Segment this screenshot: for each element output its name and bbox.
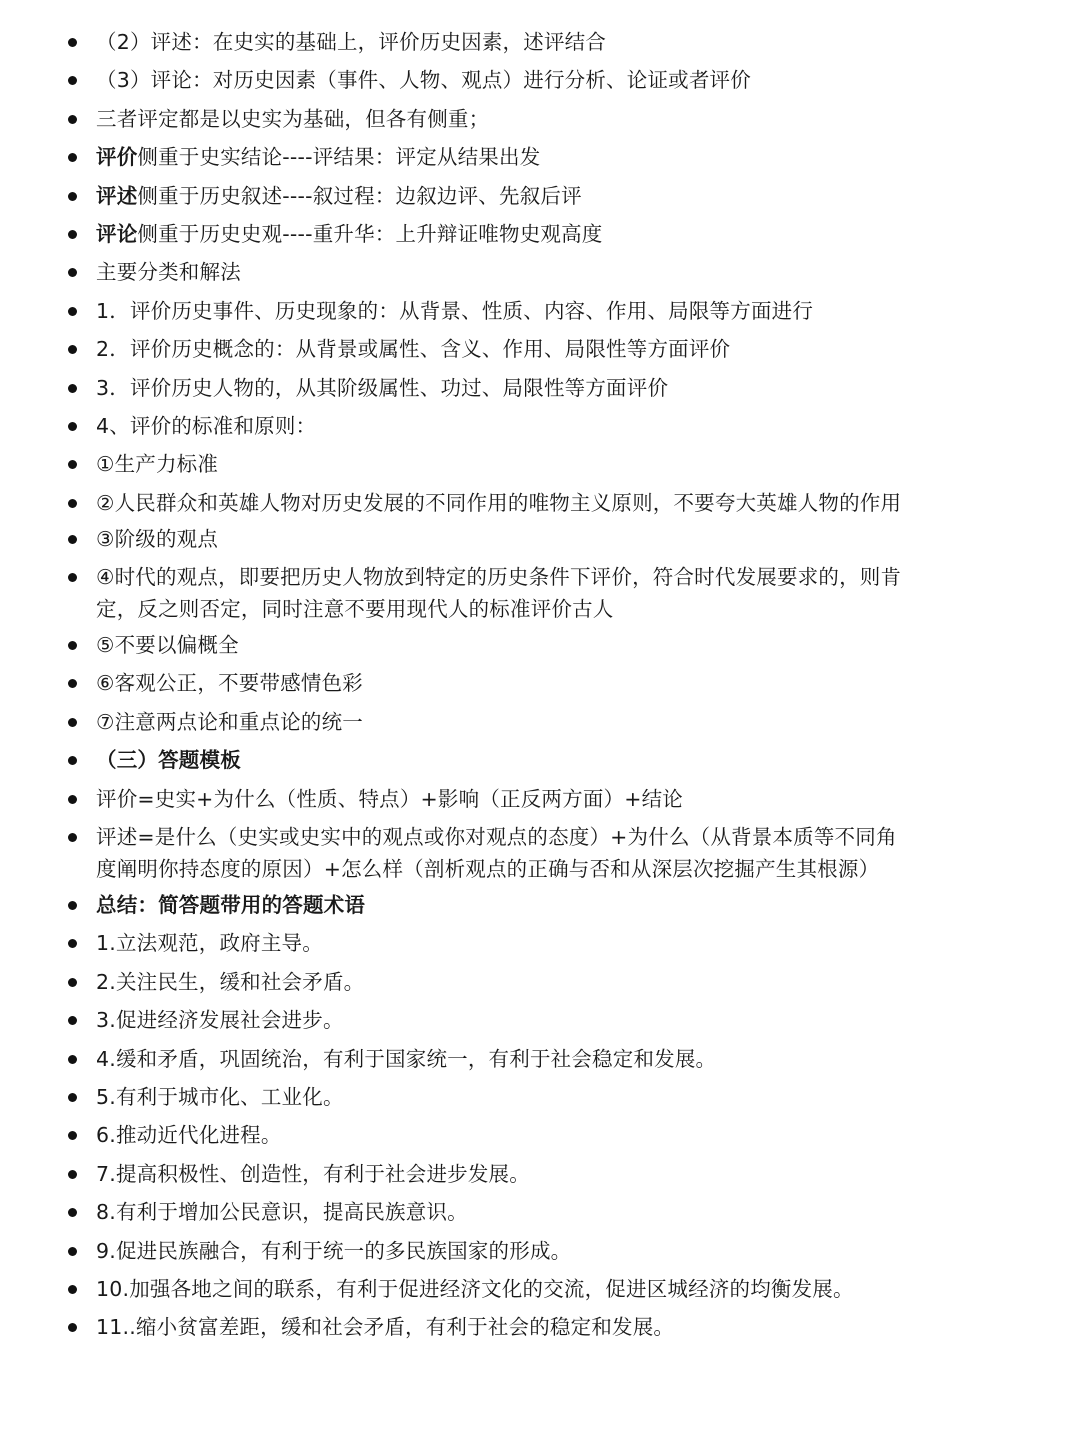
item-text: 11..缩小贫富差距，缓和社会矛盾，有利于社会的稳定和发展。 [96, 1315, 675, 1340]
list-item [0, 1235, 1080, 1267]
item-text: 6.推动近代化进程。 [96, 1123, 282, 1148]
bullet-icon [68, 1016, 77, 1025]
list-item [0, 1081, 1080, 1113]
list-item [0, 333, 1080, 365]
item-text: ②人民群众和英雄人物对历史发展的不同作用的唯物主义原则，不要夸大英雄人物的作用 [96, 490, 902, 515]
bullet-icon [68, 1247, 77, 1256]
list-item [0, 783, 1080, 815]
item-text: ⑦注意两点论和重点论的统一 [96, 709, 363, 734]
section-heading [0, 889, 1080, 921]
list-item [0, 26, 1080, 58]
item-text: ⑤不要以偏概全 [96, 633, 239, 658]
list-item [0, 1158, 1080, 1190]
bullet-icon [68, 1285, 77, 1294]
bullet-icon [68, 535, 77, 544]
list-item [0, 218, 1080, 250]
item-text: ①生产力标准 [96, 452, 219, 477]
bullet-icon [68, 345, 77, 354]
item-text: 10.加强各地之间的联系，有利于促进经济文化的交流，促进区城经济的均衡发展。 [96, 1276, 854, 1301]
bullet-icon [68, 153, 77, 162]
item-bold-term: 评述 [96, 183, 138, 208]
item-text: 3.促进经济发展社会进步。 [96, 1008, 344, 1033]
bullet-icon [68, 268, 77, 277]
list-item [0, 966, 1080, 998]
list-item [0, 1273, 1080, 1305]
bullet-icon [68, 1055, 77, 1064]
list-item [0, 1311, 1080, 1343]
list-item [0, 523, 1080, 555]
item-text: 评述=是什么（史实或史实中的观点或你对观点的态度）+为什么（从背景本质等不同角度阐明你持态度的原因）+怎么样（剖析观点的正确与否和从深层次挖掘产生其根源） [96, 825, 897, 882]
item-text: ④时代的观点，即要把历史人物放到特定的历史条件下评价，符合时代发展要求的，则肯定，反之则否定，同时注意不要用现代人的标准评价古人 [96, 565, 902, 622]
bullet-icon [68, 230, 77, 239]
bullet-icon [68, 115, 77, 124]
item-text: 评价=史实+为什么（性质、特点）+影响（正反两方面）+结论 [96, 786, 684, 811]
list-item [0, 372, 1080, 404]
item-text: （3）评论：对历史因素（事件、人物、观点）进行分析、论证或者评价 [96, 68, 751, 93]
item-text: 4.缓和矛盾，巩固统治，有利于国家统一，有利于社会稳定和发展。 [96, 1046, 717, 1071]
bullet-icon [68, 499, 77, 508]
item-text: 9.促进民族融合，有利于统一的多民族国家的形成。 [96, 1238, 572, 1263]
bullet-icon [68, 901, 77, 910]
item-text: （2）评述：在史实的基础上，评价历史因素，述评结合 [96, 30, 607, 54]
item-text: 三者评定都是以史实为基础，但各有侧重； [96, 106, 490, 131]
item-text: 2．评价历史概念的：从背景或属性、含义、作用、局限性等方面评价 [96, 337, 731, 362]
list-item [0, 1043, 1080, 1075]
section-heading [0, 744, 1080, 776]
item-text: 主要分类和解法 [96, 260, 241, 285]
item-bold-term: 评价 [96, 145, 138, 170]
list-item [0, 1004, 1080, 1036]
list-item [0, 448, 1080, 480]
item-text: 1.立法观范，政府主导。 [96, 931, 323, 956]
list-item [0, 1196, 1080, 1228]
item-text: 3．评价历史人物的，从其阶级属性、功过、局限性等方面评价 [96, 375, 669, 400]
list-item [0, 561, 1080, 625]
list-item [0, 1119, 1080, 1151]
item-text: 5.有利于城市化、工业化。 [96, 1084, 344, 1109]
list-item [0, 141, 1080, 173]
bullet-icon [68, 76, 77, 85]
list-item [0, 256, 1080, 288]
bullet-icon [68, 38, 77, 47]
bullet-icon [68, 307, 77, 316]
item-text: 1．评价历史事件、历史现象的：从背景、性质、内容、作用、局限等方面进行 [96, 298, 814, 323]
bullet-icon [68, 795, 77, 804]
bullet-icon [68, 1323, 77, 1332]
item-text: 2.关注民生，缓和社会矛盾。 [96, 969, 365, 994]
bullet-icon [68, 1208, 77, 1217]
bullet-icon [68, 1170, 77, 1179]
bullet-icon [68, 641, 77, 650]
item-text: 7.提高积极性、创造性，有利于社会进步发展。 [96, 1161, 530, 1186]
item-bold-term: 评论 [96, 221, 138, 246]
bullet-icon [68, 978, 77, 987]
list-item [0, 821, 1080, 885]
bullet-icon [68, 573, 77, 582]
bullet-icon [68, 833, 77, 842]
heading-text: （三）答题模板 [96, 748, 241, 773]
bullet-icon [68, 939, 77, 948]
list-item [0, 667, 1080, 699]
heading-text: 总结：简答题带用的答题术语 [96, 893, 366, 918]
list-item [0, 927, 1080, 959]
bullet-icon [68, 718, 77, 727]
bullet-icon [68, 460, 77, 469]
list-item [0, 295, 1080, 327]
item-text: 8.有利于增加公民意识，提高民族意识。 [96, 1200, 468, 1225]
item-text: ③阶级的观点 [96, 526, 219, 551]
bullet-icon [68, 422, 77, 431]
bullet-icon [68, 679, 77, 688]
bullet-icon [68, 1093, 77, 1102]
bullet-icon [68, 192, 77, 201]
list-item [0, 410, 1080, 442]
bullet-icon [68, 384, 77, 393]
list-item [0, 180, 1080, 212]
bullet-icon [68, 756, 77, 765]
item-text: ⑥客观公正，不要带感情色彩 [96, 671, 363, 696]
item-text: 侧重于历史史观----重升华：上升辩证唯物史观高度 [137, 221, 603, 246]
list-item [0, 629, 1080, 661]
list-item [0, 64, 1080, 96]
list-item [0, 706, 1080, 738]
bullet-icon [68, 1131, 77, 1140]
list-item [0, 103, 1080, 135]
item-text: 侧重于历史叙述----叙过程：边叙边评、先叙后评 [137, 183, 582, 208]
item-text: 侧重于史实结论----评结果：评定从结果出发 [137, 145, 541, 170]
list-item [0, 487, 1080, 519]
item-text: 4、评价的标准和原则： [96, 413, 317, 438]
